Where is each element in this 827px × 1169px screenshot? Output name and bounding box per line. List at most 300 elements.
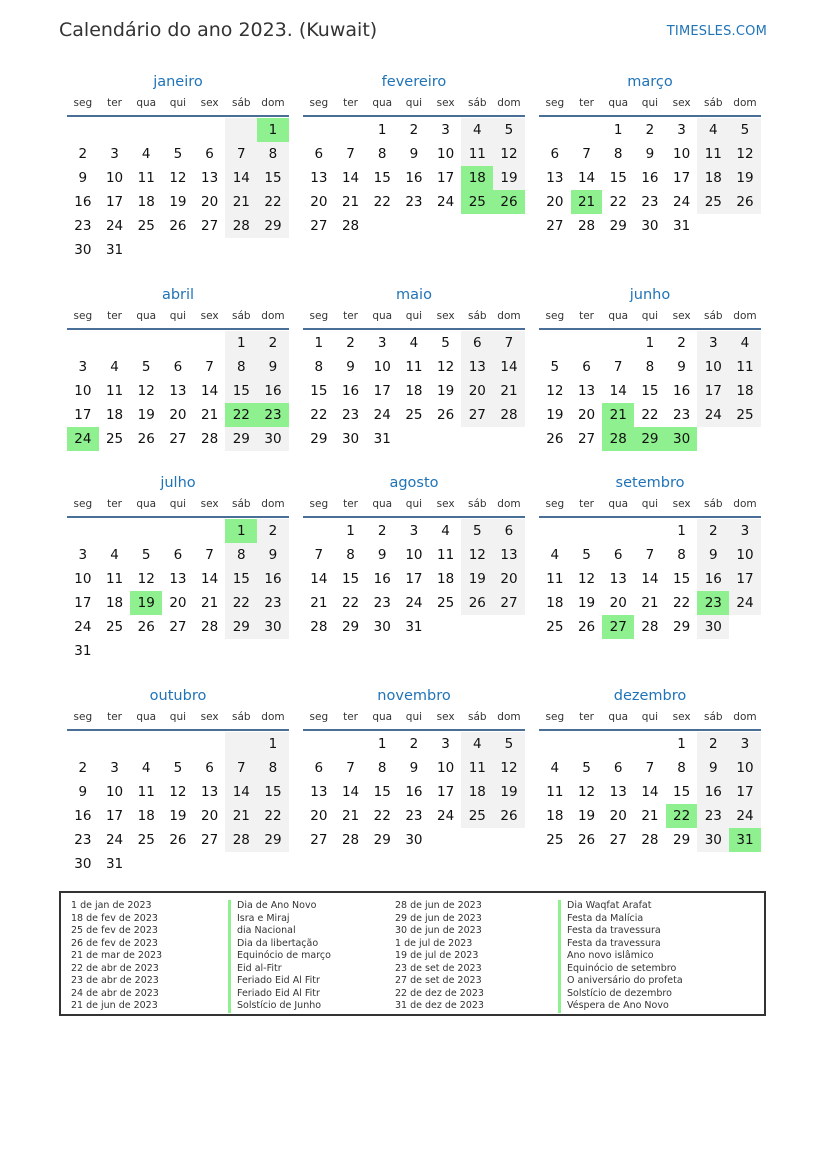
day-cell: 3 <box>110 146 119 162</box>
day-cell: 18 <box>437 571 455 587</box>
day-cell: 9 <box>346 359 355 375</box>
day-cell: 5 <box>141 547 151 563</box>
day-cell: 2 <box>346 335 355 351</box>
empty-day-cell <box>539 519 571 543</box>
day-cell: 28 <box>225 828 257 852</box>
weekday-label: sáb <box>231 97 251 109</box>
day-cell: 24 <box>673 194 691 210</box>
legend-names-right <box>558 900 683 1013</box>
day-cell: 7 <box>346 760 355 776</box>
weekday-label: seg <box>73 310 93 322</box>
day-cell: 23 <box>405 808 423 824</box>
day-cell: 12 <box>577 784 596 800</box>
empty-day-cell <box>225 732 257 756</box>
day-cell: 12 <box>137 571 155 587</box>
weekday-label: qua <box>136 498 157 510</box>
weekday-label: sáb <box>467 97 487 109</box>
day-cell: 23 <box>405 194 423 210</box>
day-cell: 29 <box>225 615 257 639</box>
day-cell: 20 <box>201 808 219 824</box>
day-cell: 13 <box>201 170 219 186</box>
day-cell: 23 <box>341 407 360 423</box>
day-cell: 20 <box>577 407 596 423</box>
weekday-label: sex <box>200 498 219 510</box>
month-fevereiro <box>303 72 525 238</box>
legend-date: 23 de abr de 2023 <box>71 975 159 986</box>
day-cell: 12 <box>461 543 493 567</box>
day-cell: 12 <box>137 383 155 399</box>
day-cell: 17 <box>405 571 423 587</box>
holiday-day-cell: 27 <box>602 615 634 639</box>
weekday-label: dom <box>261 310 285 322</box>
legend-holiday-name: Feriado Eid Al Fitr <box>228 988 331 1001</box>
empty-day-cell <box>67 732 99 756</box>
day-cell: 17 <box>437 170 455 186</box>
weekday-label: qui <box>405 97 423 109</box>
legend-date: 24 de abr de 2023 <box>71 987 159 999</box>
day-grid <box>67 519 289 663</box>
day-cell: 2 <box>257 331 289 355</box>
day-cell: 6 <box>461 331 493 355</box>
empty-day-cell <box>162 331 194 355</box>
empty-day-cell <box>225 118 257 142</box>
day-cell: 11 <box>137 784 155 800</box>
day-cell: 28 <box>341 832 360 848</box>
weekday-label: sáb <box>703 498 723 510</box>
weekday-label: qua <box>608 498 629 510</box>
day-cell: 29 <box>373 832 391 848</box>
weekday-header <box>67 709 289 731</box>
weekday-label: ter <box>343 97 358 109</box>
weekday-label: ter <box>343 310 358 322</box>
day-cell: 10 <box>74 383 92 399</box>
day-cell: 27 <box>310 832 328 848</box>
day-cell: 26 <box>546 431 564 447</box>
weekday-label: sáb <box>231 310 251 322</box>
day-cell: 20 <box>493 567 525 591</box>
weekday-label: qui <box>169 97 187 109</box>
day-cell: 19 <box>461 567 493 591</box>
day-cell: 18 <box>105 407 124 423</box>
month-name: outubro <box>149 688 207 704</box>
legend-holiday-name: Ano novo islâmico <box>558 950 683 963</box>
day-cell: 30 <box>373 619 391 635</box>
weekday-label: qui <box>405 711 423 723</box>
day-cell: 22 <box>341 595 360 611</box>
day-cell: 17 <box>729 567 761 591</box>
day-grid <box>303 118 525 238</box>
day-cell: 26 <box>137 431 155 447</box>
day-cell: 25 <box>105 619 124 635</box>
weekday-label: sex <box>672 310 691 322</box>
weekday-label: qua <box>136 711 157 723</box>
day-cell: 13 <box>169 383 187 399</box>
day-cell: 20 <box>609 595 627 611</box>
legend-dates-right <box>395 900 484 1013</box>
day-cell: 14 <box>201 383 219 399</box>
day-cell: 9 <box>645 146 655 162</box>
day-cell: 21 <box>310 595 328 611</box>
legend-names-left <box>228 900 331 1013</box>
empty-day-cell <box>303 519 335 543</box>
day-cell: 31 <box>74 643 92 659</box>
day-cell: 31 <box>673 218 691 234</box>
day-cell: 6 <box>582 359 591 375</box>
empty-day-cell <box>539 118 571 142</box>
empty-day-cell <box>303 732 335 756</box>
empty-day-cell <box>67 331 99 355</box>
month-agosto <box>303 473 525 639</box>
day-cell: 14 <box>641 571 659 587</box>
day-cell: 11 <box>437 547 455 563</box>
weekday-label: seg <box>309 498 329 510</box>
day-cell: 2 <box>645 122 655 138</box>
day-cell: 4 <box>441 523 450 539</box>
day-cell: 2 <box>697 732 729 756</box>
weekday-label: qua <box>608 97 629 109</box>
weekday-label: sáb <box>703 711 723 723</box>
day-cell: 19 <box>577 595 596 611</box>
day-cell: 25 <box>137 832 155 848</box>
day-cell: 20 <box>546 194 564 210</box>
day-cell: 22 <box>673 595 691 611</box>
weekday-label: sex <box>672 498 691 510</box>
day-cell: 8 <box>346 547 355 563</box>
day-cell: 1 <box>257 732 289 756</box>
weekday-header <box>303 95 525 117</box>
day-cell: 26 <box>493 804 525 828</box>
day-cell: 24 <box>729 591 761 615</box>
day-cell: 27 <box>169 619 187 635</box>
month-abril <box>67 285 289 451</box>
weekday-label: dom <box>497 97 521 109</box>
day-cell: 5 <box>729 118 761 142</box>
empty-day-cell <box>539 331 571 355</box>
holiday-day-cell: 24 <box>67 427 99 451</box>
legend-holiday-name: Eid al-Fitr <box>228 963 331 976</box>
day-cell: 16 <box>673 383 691 399</box>
day-cell: 20 <box>461 379 493 403</box>
month-name: janeiro <box>153 74 203 90</box>
day-cell: 9 <box>409 146 419 162</box>
day-cell: 31 <box>405 619 423 635</box>
day-cell: 30 <box>341 431 360 447</box>
weekday-label: sáb <box>231 711 251 723</box>
weekday-label: sáb <box>703 97 723 109</box>
day-cell: 5 <box>493 732 525 756</box>
day-cell: 14 <box>201 571 219 587</box>
weekday-label: seg <box>545 498 565 510</box>
weekday-label: dom <box>497 310 521 322</box>
day-cell: 11 <box>105 571 124 587</box>
day-cell: 21 <box>201 595 219 611</box>
month-name: maio <box>396 287 432 303</box>
day-cell: 8 <box>645 359 655 375</box>
day-cell: 30 <box>74 242 92 258</box>
day-cell: 16 <box>257 567 289 591</box>
day-cell: 5 <box>493 118 525 142</box>
day-cell: 30 <box>74 856 92 872</box>
day-cell: 4 <box>697 118 729 142</box>
day-cell: 8 <box>314 359 324 375</box>
day-cell: 6 <box>205 146 214 162</box>
day-cell: 27 <box>546 218 564 234</box>
day-cell: 19 <box>169 194 187 210</box>
day-grid <box>539 331 761 451</box>
legend-holiday-name: Equinócio de setembro <box>558 963 683 976</box>
day-cell: 1 <box>377 122 387 138</box>
weekday-label: sex <box>436 711 455 723</box>
day-cell: 17 <box>74 595 92 611</box>
day-cell: 25 <box>437 595 455 611</box>
weekday-header <box>303 496 525 518</box>
empty-day-cell <box>335 732 367 756</box>
day-cell: 18 <box>105 595 124 611</box>
legend-date: 27 de set de 2023 <box>395 975 482 986</box>
day-cell: 16 <box>641 170 659 186</box>
day-cell: 6 <box>173 359 183 375</box>
day-cell: 22 <box>257 190 289 214</box>
weekday-label: seg <box>73 97 93 109</box>
month-maio <box>303 285 525 451</box>
day-cell: 8 <box>377 760 387 776</box>
month-name: abril <box>161 287 195 303</box>
holiday-day-cell: 31 <box>729 828 761 852</box>
empty-day-cell <box>130 118 162 142</box>
day-cell: 22 <box>225 591 257 615</box>
day-cell: 7 <box>645 760 655 776</box>
day-cell: 6 <box>205 760 214 776</box>
day-cell: 17 <box>373 383 391 399</box>
day-cell: 1 <box>225 331 257 355</box>
legend-holiday-name: Equinócio de março <box>228 950 331 963</box>
day-cell: 31 <box>105 242 124 258</box>
day-cell: 6 <box>173 547 183 563</box>
holiday-day-cell: 18 <box>461 166 493 190</box>
legend-date: 21 de jun de 2023 <box>71 1000 158 1011</box>
weekday-label: ter <box>107 711 122 723</box>
day-cell: 12 <box>546 383 564 399</box>
day-cell: 2 <box>78 146 88 162</box>
weekday-header <box>539 308 761 330</box>
day-grid <box>67 118 289 262</box>
legend-holiday-name: Dia da libertação <box>228 938 331 951</box>
day-cell: 20 <box>310 194 328 210</box>
day-cell: 24 <box>437 808 455 824</box>
weekday-label: seg <box>309 97 329 109</box>
day-cell: 23 <box>257 591 289 615</box>
day-grid <box>539 118 761 238</box>
day-grid <box>303 519 525 639</box>
day-cell: 22 <box>373 808 391 824</box>
day-cell: 15 <box>257 780 289 804</box>
day-cell: 14 <box>577 170 596 186</box>
day-cell: 19 <box>169 808 187 824</box>
day-cell: 18 <box>137 194 155 210</box>
day-cell: 30 <box>257 427 289 451</box>
weekday-label: dom <box>261 97 285 109</box>
day-cell: 10 <box>105 170 124 186</box>
day-cell: 11 <box>105 383 124 399</box>
day-cell: 10 <box>673 146 691 162</box>
weekday-label: seg <box>73 498 93 510</box>
day-cell: 9 <box>78 784 88 800</box>
day-cell: 5 <box>582 547 591 563</box>
day-cell: 18 <box>546 595 564 611</box>
empty-day-cell <box>99 732 131 756</box>
day-cell: 3 <box>697 331 729 355</box>
day-cell: 8 <box>677 547 686 563</box>
day-cell: 17 <box>697 379 729 403</box>
day-cell: 3 <box>677 122 686 138</box>
day-cell: 20 <box>310 808 328 824</box>
day-cell: 20 <box>169 407 187 423</box>
legend-holiday-name: Solstício de Junho <box>228 1000 331 1013</box>
month-novembro <box>303 686 525 852</box>
weekday-label: qui <box>405 310 423 322</box>
day-cell: 27 <box>169 431 187 447</box>
day-cell: 19 <box>577 808 596 824</box>
weekday-label: qua <box>372 498 393 510</box>
day-cell: 9 <box>377 547 387 563</box>
day-cell: 27 <box>609 832 627 848</box>
legend-holiday-name: Festa da travessura <box>558 925 683 938</box>
day-cell: 30 <box>697 828 729 852</box>
day-cell: 5 <box>461 519 493 543</box>
empty-day-cell <box>194 331 226 355</box>
holiday-day-cell: 1 <box>257 118 289 142</box>
day-cell: 26 <box>137 619 155 635</box>
weekday-header <box>303 308 525 330</box>
day-cell: 14 <box>310 571 328 587</box>
day-cell: 18 <box>137 808 155 824</box>
day-cell: 22 <box>310 407 328 423</box>
day-cell: 14 <box>609 383 627 399</box>
weekday-label: ter <box>343 711 358 723</box>
day-cell: 8 <box>613 146 623 162</box>
holiday-day-cell: 30 <box>666 427 698 451</box>
day-cell: 2 <box>409 122 419 138</box>
day-cell: 17 <box>673 170 691 186</box>
legend-date: 25 de fev de 2023 <box>71 925 158 936</box>
empty-day-cell <box>162 732 194 756</box>
day-cell: 23 <box>641 194 659 210</box>
day-cell: 28 <box>493 403 525 427</box>
day-cell: 21 <box>225 804 257 828</box>
day-cell: 9 <box>697 543 729 567</box>
day-cell: 25 <box>137 218 155 234</box>
holiday-day-cell: 22 <box>666 804 698 828</box>
month-julho <box>67 473 289 663</box>
weekday-label: ter <box>107 97 122 109</box>
day-cell: 29 <box>341 619 360 635</box>
day-cell: 21 <box>225 190 257 214</box>
weekday-label: qui <box>641 711 659 723</box>
weekday-label: qui <box>169 498 187 510</box>
weekday-header <box>539 95 761 117</box>
day-cell: 8 <box>225 355 257 379</box>
month-name: dezembro <box>613 688 687 704</box>
day-cell: 16 <box>697 780 729 804</box>
day-cell: 19 <box>137 407 155 423</box>
legend-holiday-name: Festa da Malícia <box>558 913 683 926</box>
day-cell: 3 <box>409 523 419 539</box>
weekday-label: sex <box>200 97 219 109</box>
day-cell: 30 <box>697 615 729 639</box>
day-cell: 23 <box>74 218 92 234</box>
day-cell: 10 <box>373 359 391 375</box>
day-cell: 26 <box>577 832 596 848</box>
day-cell: 8 <box>377 146 387 162</box>
weekday-label: seg <box>545 711 565 723</box>
day-cell: 9 <box>697 756 729 780</box>
empty-day-cell <box>602 519 634 543</box>
day-cell: 27 <box>493 591 525 615</box>
day-cell: 25 <box>729 403 761 427</box>
day-cell: 13 <box>493 543 525 567</box>
legend-date: 1 de jan de 2023 <box>71 900 152 911</box>
weekday-label: seg <box>73 711 93 723</box>
day-cell: 6 <box>493 519 525 543</box>
day-grid <box>67 331 289 451</box>
empty-day-cell <box>602 732 634 756</box>
weekday-label: qui <box>405 498 423 510</box>
day-cell: 12 <box>577 571 596 587</box>
day-cell: 24 <box>729 804 761 828</box>
day-cell: 28 <box>577 218 596 234</box>
day-cell: 28 <box>225 214 257 238</box>
brand-link[interactable]: TIMESLES.COM <box>666 24 767 39</box>
page-title: Calendário do ano 2023. (Kuwait) <box>59 19 378 41</box>
day-cell: 7 <box>493 331 525 355</box>
day-cell: 3 <box>441 736 450 752</box>
day-cell: 28 <box>641 832 659 848</box>
day-cell: 2 <box>257 519 289 543</box>
weekday-label: dom <box>733 711 757 723</box>
day-cell: 26 <box>729 190 761 214</box>
day-cell: 7 <box>225 142 257 166</box>
day-cell: 13 <box>310 784 328 800</box>
day-cell: 2 <box>377 523 387 539</box>
day-cell: 17 <box>105 808 124 824</box>
legend-date: 1 de jul de 2023 <box>395 937 473 949</box>
day-grid <box>303 732 525 852</box>
weekday-header <box>67 95 289 117</box>
day-grid <box>539 519 761 639</box>
day-cell: 29 <box>673 619 691 635</box>
day-cell: 2 <box>677 335 686 351</box>
day-cell: 26 <box>461 591 493 615</box>
holiday-day-cell: 28 <box>602 427 634 451</box>
day-cell: 11 <box>546 571 564 587</box>
month-name: agosto <box>389 475 439 491</box>
holiday-day-cell: 25 <box>461 190 493 214</box>
day-cell: 9 <box>677 359 686 375</box>
empty-day-cell <box>67 118 99 142</box>
day-cell: 6 <box>314 146 324 162</box>
day-grid <box>67 732 289 876</box>
empty-day-cell <box>335 118 367 142</box>
legend-dates-left <box>71 900 162 1013</box>
holiday-day-cell: 23 <box>257 403 289 427</box>
day-cell: 7 <box>205 547 214 563</box>
day-cell: 4 <box>141 760 151 776</box>
legend-date: 22 de abr de 2023 <box>71 962 159 974</box>
weekday-label: sáb <box>703 310 723 322</box>
empty-day-cell <box>162 118 194 142</box>
day-cell: 18 <box>729 379 761 403</box>
month-outubro <box>67 686 289 876</box>
